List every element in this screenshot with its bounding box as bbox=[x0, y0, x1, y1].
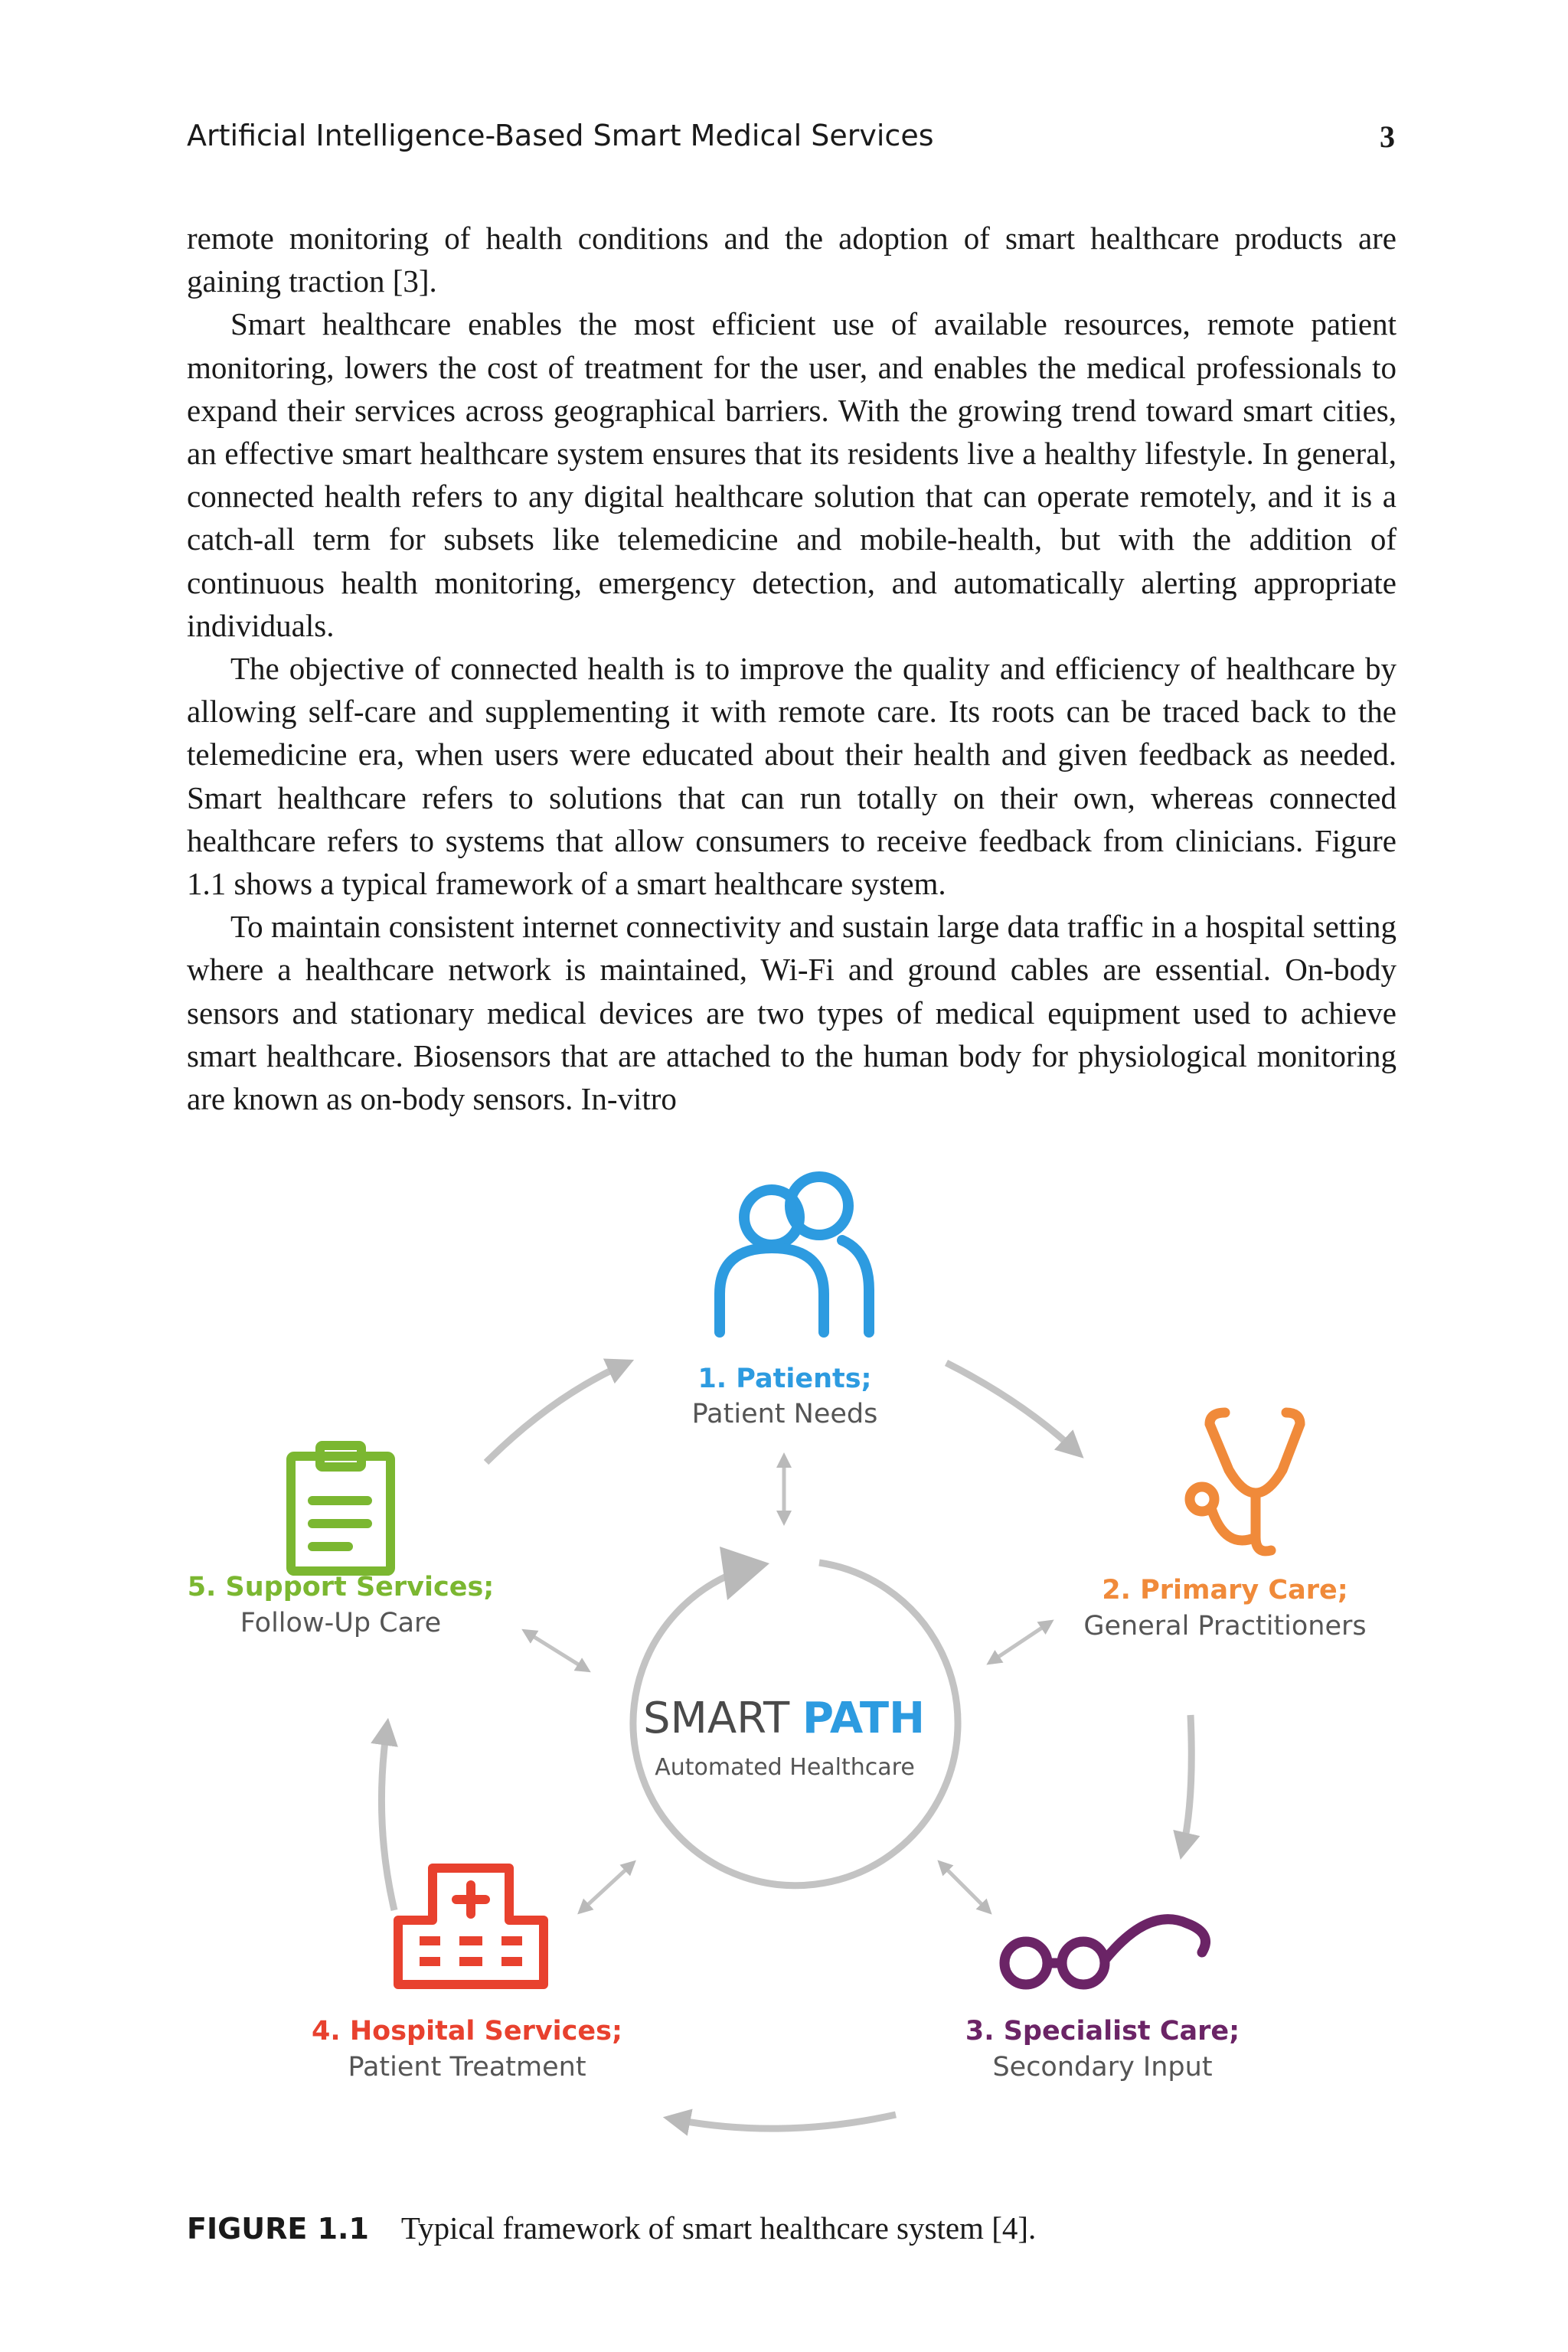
page-number: 3 bbox=[1380, 119, 1395, 154]
running-header-title: Artificial Intelligence-Based Smart Medical Services bbox=[187, 119, 934, 152]
primary-care-subtitle: General Practitioners bbox=[1083, 1611, 1367, 1642]
center-title-path: PATH bbox=[802, 1694, 925, 1743]
hospital-services-subtitle: Patient Treatment bbox=[348, 2052, 586, 2082]
link-support-center bbox=[527, 1632, 586, 1669]
specialist-care-title: 3. Specialist Care; bbox=[965, 2016, 1240, 2047]
link-specialist-center bbox=[942, 1864, 988, 1910]
patients-subtitle: Patient Needs bbox=[691, 1399, 878, 1429]
node-support-services bbox=[188, 1446, 495, 1638]
center-cycle bbox=[633, 1547, 958, 1886]
link-hospital-center bbox=[582, 1864, 632, 1910]
support-services-title: 5. Support Services; bbox=[187, 1572, 495, 1602]
node-specialist-care bbox=[965, 1919, 1240, 2082]
link-primary-center bbox=[991, 1623, 1049, 1661]
smart-path-diagram bbox=[0, 1148, 1568, 2205]
node-hospital-services bbox=[312, 1868, 622, 2082]
node-patients bbox=[692, 1177, 878, 1429]
center-link-arrows bbox=[527, 1459, 1049, 1910]
stethoscope-icon bbox=[1190, 1413, 1300, 1551]
glasses-icon bbox=[1004, 1919, 1206, 1984]
paragraph: The objective of connected health is to improve the quality and efficiency of healthcare by allowing self-care and supplementing it with remote care. Its roots can be traced back to the telemedicine era, when users were educated about their health and given feedback as needed. Smart healthcare refers to solutions that can run totally on their own, whereas connected healthcare refers to systems that allow consumers to receive feedback from clinicians. Figure 1.1 shows a typical framework of a smart healthcare system. bbox=[187, 651, 1396, 902]
caption-label: FIGURE 1.1 bbox=[187, 2212, 369, 2246]
paragraph: To maintain consistent internet connectivity and sustain large data traffic in a hospital setting where a healthcare network is maintained, Wi-Fi and ground cables are essential. On-body sensors and stationary medical devices are two types of medical equipment used to achieve smart healthcare. Biosensors that are attached to the human body for physiological monitoring are known as on-body sensors. In-vitro bbox=[187, 909, 1396, 1117]
outer-cycle-arrows bbox=[381, 1363, 1191, 2128]
arrow-support-to-patients bbox=[486, 1364, 624, 1462]
arrow-specialist-to-hospital bbox=[674, 2115, 896, 2128]
caption-text: Typical framework of smart healthcare system [4]. bbox=[400, 2210, 1037, 2246]
arrow-primary-to-specialist bbox=[1183, 1715, 1191, 1849]
primary-care-title: 2. Primary Care; bbox=[1102, 1575, 1348, 1606]
hospital-icon bbox=[398, 1868, 544, 1984]
patients-title: 1. Patients; bbox=[697, 1364, 872, 1394]
arrow-hospital-to-support bbox=[381, 1729, 394, 1910]
figure-caption bbox=[187, 2210, 1036, 2246]
arrow-patients-to-primary bbox=[946, 1363, 1076, 1451]
clipboard-icon bbox=[291, 1446, 390, 1571]
specialist-care-subtitle: Secondary Input bbox=[992, 2052, 1213, 2082]
center-arrowhead bbox=[720, 1547, 769, 1600]
paragraph: Smart healthcare enables the most efficient use of available resources, remote patient monitoring, lowers the cost of treatment for the user, and enables the medical professionals to expand their services across geographical barriers. With the growing trend toward smart cities, an effective smart healthcare system ensures that its residents live a healthy lifestyle. In general, connected health refers to any digital healthcare solution that can operate remotely, and it is a catch-all term for subsets like telemedicine and mobile-health, but with the addition of continuous health monitoring, emergency detection, and automatically alerting appropriate individuals. bbox=[187, 306, 1396, 643]
hospital-services-title: 4. Hospital Services; bbox=[312, 2016, 622, 2047]
center-subtitle: Automated Healthcare bbox=[655, 1754, 915, 1781]
node-primary-care bbox=[1083, 1413, 1366, 1642]
center-title-smart: SMART bbox=[643, 1694, 790, 1743]
body-text bbox=[187, 217, 1396, 1120]
figure-1-1 bbox=[0, 1148, 1568, 2205]
paragraph: remote monitoring of health conditions and the adoption of smart healthcare products are gaining traction [3]. bbox=[187, 220, 1396, 299]
support-services-subtitle: Follow-Up Care bbox=[240, 1608, 442, 1638]
patients-icon bbox=[720, 1177, 869, 1332]
